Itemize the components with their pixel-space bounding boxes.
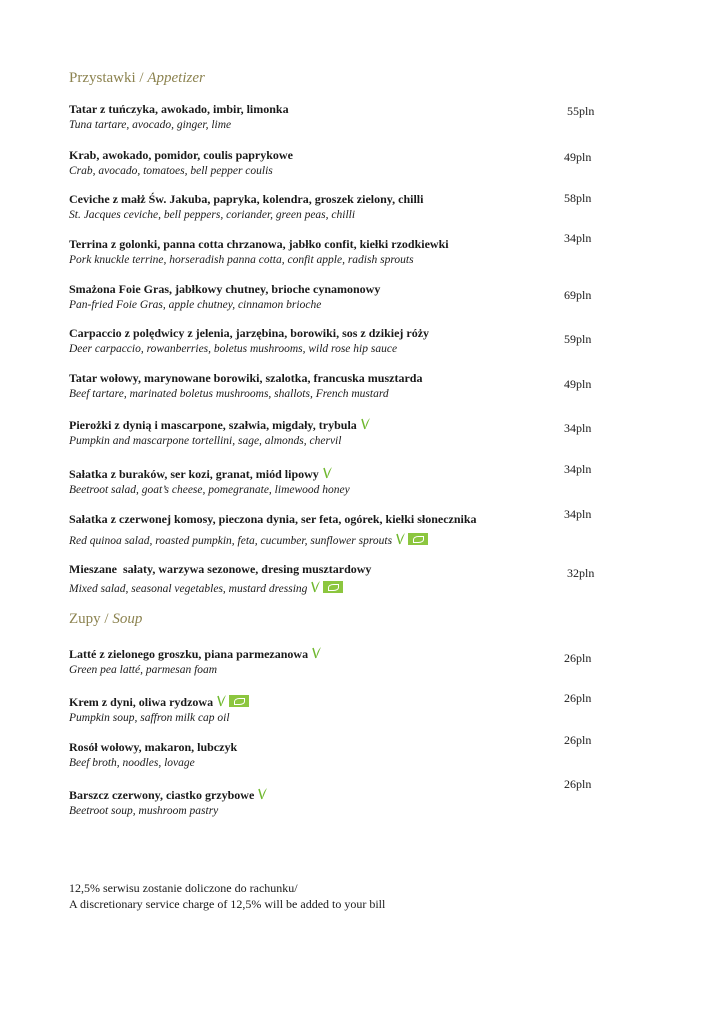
- menu-item-green-pea-latte: [69, 646, 539, 678]
- price: 58pln: [564, 191, 592, 205]
- section-title-soup: Zupy / Soup: [69, 611, 143, 627]
- dish-name-pl: Sałatka z buraków, ser kozi, granat, miód lipowy: [69, 466, 539, 482]
- eco-leaf-badge-icon: [323, 581, 343, 593]
- price: 59pln: [564, 332, 592, 346]
- dish-name-pl: Pierożki z dynią i mascarpone, szałwia, migdały, trybula: [69, 417, 539, 433]
- dish-name-pl: Barszcz czerwony, ciastko grzybowe: [69, 787, 539, 803]
- menu-item-pumpkin-soup: [69, 694, 539, 726]
- price: 26pln: [564, 691, 592, 705]
- dish-name-en: Beef broth, noodles, lovage: [69, 757, 195, 769]
- vegetarian-leaf-icon: [395, 532, 406, 546]
- price: 49pln: [564, 377, 592, 391]
- dish-name-en: Pork knuckle terrine, horseradish panna cotta, confit apple, radish sprouts: [69, 254, 414, 266]
- menu-item-tuna-tartare: [69, 101, 539, 133]
- price: 34pln: [564, 462, 592, 476]
- dish-name-pl: Smażona Foie Gras, jabłkowy chutney, brioche cynamonowy: [69, 282, 381, 296]
- price: 49pln: [564, 150, 592, 164]
- dish-name-pl: Rosół wołowy, makaron, lubczyk: [69, 740, 238, 754]
- dish-name-en: Crab, avocado, tomatoes, bell pepper coulis: [69, 165, 273, 177]
- dish-name-pl: Latté z zielonego groszku, piana parmezanowa: [69, 646, 539, 662]
- eco-leaf-badge-icon: [408, 533, 428, 545]
- dish-name-en: Beetroot soup, mushroom pastry: [69, 805, 219, 817]
- menu-item-ceviche: [69, 191, 539, 223]
- dish-name-en: Beef tartare, marinated boletus mushrooms, shallots, French mustard: [69, 388, 389, 400]
- menu-item-beetroot-soup: [69, 787, 539, 819]
- eco-leaf-badge-icon: [229, 695, 249, 707]
- section-title-appetizer: Przystawki / Appetizer: [69, 70, 205, 86]
- dish-name-en: Mixed salad, seasonal vegetables, mustard dressing: [69, 580, 539, 597]
- dish-name-pl: Terrina z golonki, panna cotta chrzanowa, jabłko confit, kiełki rzodkiewki: [69, 237, 449, 251]
- dish-name-pl: Ceviche z małż Św. Jakuba, papryka, kolendra, groszek zielony, chilli: [69, 192, 424, 206]
- dish-name-en: Deer carpaccio, rowanberries, boletus mushrooms, wild rose hip sauce: [69, 343, 398, 355]
- dish-name-en: Pumpkin soup, saffron milk cap oil: [69, 712, 230, 724]
- dish-name-en: Pan-fried Foie Gras, apple chutney, cinnamon brioche: [69, 299, 322, 311]
- service-charge-en: A discretionary service charge of 12,5% will be added to your bill: [69, 897, 386, 911]
- menu-item-beef-broth: [69, 739, 539, 771]
- vegetarian-leaf-icon: [257, 787, 268, 801]
- price: 34pln: [564, 507, 592, 521]
- vegetarian-leaf-icon: [216, 694, 227, 708]
- vegetarian-leaf-icon: [310, 580, 321, 594]
- menu-item-deer-carpaccio: [69, 325, 539, 357]
- dish-name-pl: Tatar z tuńczyka, awokado, imbir, limonka: [69, 102, 289, 116]
- price: 32pln: [567, 566, 595, 580]
- vegetarian-leaf-icon: [311, 646, 322, 660]
- service-charge-note: [69, 880, 385, 912]
- dish-name-pl: Mieszane sałaty, warzywa sezonowe, dresing musztardowy: [69, 562, 372, 576]
- price: 69pln: [564, 288, 592, 302]
- price: 26pln: [564, 733, 592, 747]
- dish-name-en: Green pea latté, parmesan foam: [69, 664, 218, 676]
- dish-name-en: Red quinoa salad, roasted pumpkin, feta, cucumber, sunflower sprouts: [69, 532, 539, 549]
- dish-name-en: Tuna tartare, avocado, ginger, lime: [69, 119, 232, 131]
- dish-name-en: St. Jacques ceviche, bell peppers, coriander, green peas, chilli: [69, 209, 356, 221]
- dish-name-en: Pumpkin and mascarpone tortellini, sage, almonds, chervil: [69, 435, 342, 447]
- dish-name-pl: Tatar wołowy, marynowane borowiki, szalotka, francuska musztarda: [69, 371, 423, 385]
- menu-item-pumpkin-tortellini: [69, 417, 539, 449]
- menu-item-beetroot-salad: [69, 466, 539, 498]
- dish-name-pl: Krab, awokado, pomidor, coulis paprykowe: [69, 148, 293, 162]
- dish-name-pl: Carpaccio z polędwicy z jelenia, jarzębina, borowiki, sos z dzikiej róży: [69, 326, 430, 340]
- menu-item-crab: [69, 147, 539, 179]
- price: 26pln: [564, 777, 592, 791]
- menu-item-quinoa-salad: [69, 511, 539, 549]
- price: 55pln: [567, 104, 595, 118]
- service-charge-pl: 12,5% serwisu zostanie doliczone do rachunku/: [69, 881, 298, 895]
- menu-item-pork-terrine: [69, 236, 539, 268]
- price: 34pln: [564, 421, 592, 435]
- menu-item-beef-tartare: [69, 370, 539, 402]
- vegetarian-leaf-icon: [322, 466, 333, 480]
- dish-name-en: Beetroot salad, goat’s cheese, pomegranate, limewood honey: [69, 484, 350, 496]
- dish-name-pl: Sałatka z czerwonej komosy, pieczona dynia, ser feta, ogórek, kiełki słonecznika: [69, 512, 477, 526]
- price: 34pln: [564, 231, 592, 245]
- price: 26pln: [564, 651, 592, 665]
- menu-item-foie-gras: [69, 281, 539, 313]
- menu-item-mixed-salad: [69, 561, 539, 597]
- dish-name-pl: Krem z dyni, oliwa rydzowa: [69, 694, 539, 710]
- vegetarian-leaf-icon: [360, 417, 371, 431]
